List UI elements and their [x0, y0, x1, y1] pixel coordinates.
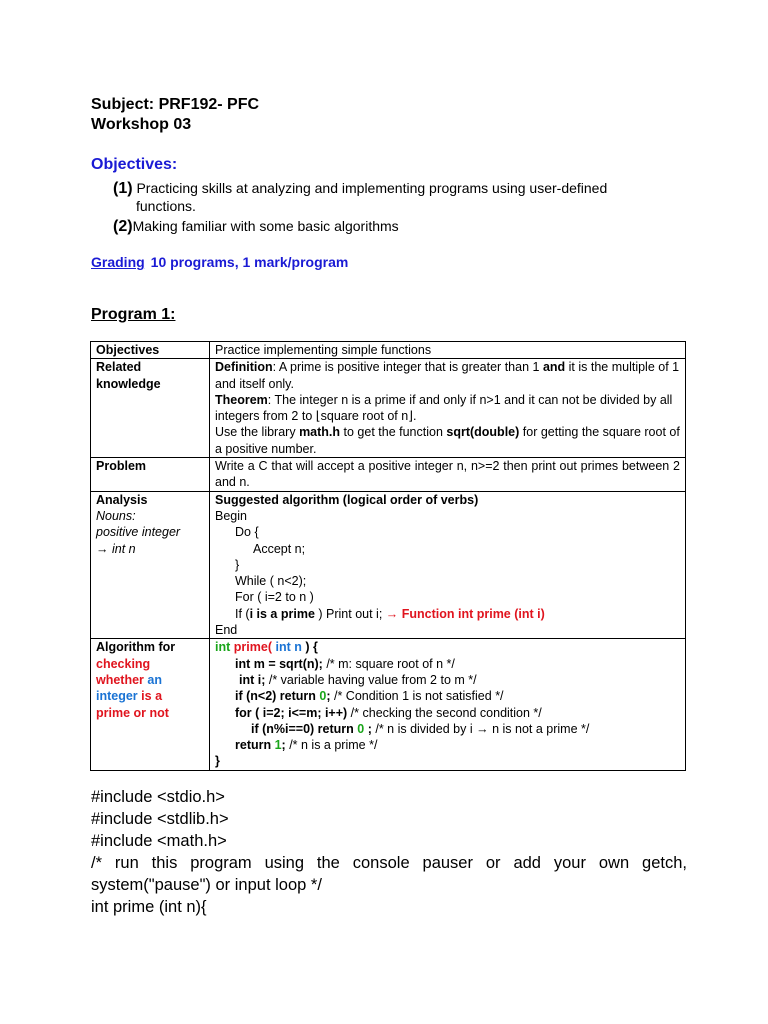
workshop-line: Workshop 03: [91, 116, 192, 133]
row-content-algorithm: int prime( int n ) { int m = sqrt(n); /* m: square root of n */ int i; /* variable having value from 2 to m */ if (n<2) return 0; /* Condition 1 is not satisfied */ for ( i=2; i<=m; i++) /* checking the second condition */ if (n%i==0) return 0 ; /* n is divided by i → n is not a prime */ return 1; /* n is a prime */ }: [210, 639, 686, 770]
code-line: int prime (int n){: [91, 898, 207, 916]
source-code-block: [91, 786, 687, 918]
row-label-problem: Problem: [91, 458, 210, 492]
objective-item-1: [113, 179, 607, 198]
document-header: [91, 95, 259, 135]
theorem-text: Theorem: The integer n is a prime if and only if n>1 and it can not be divided by all integers from 2 to ⌊square root of n⌋.: [215, 392, 673, 424]
table-row: [91, 639, 686, 770]
code-line: #include <math.h>: [91, 832, 227, 850]
row-content-analysis: Suggested algorithm (logical order of verbs) Begin Do { Accept n; } While ( n<2); For ( i=2 to n ) If (i is a prime ) Print out i; → Function int prime (int i) End: [210, 491, 686, 639]
subject-line: Subject: PRF192- PFC: [91, 96, 260, 113]
table-row: [91, 458, 686, 492]
grading-line: [91, 254, 348, 270]
table-row: [91, 342, 686, 359]
row-content-knowledge: [210, 359, 686, 458]
objective-item-2: [113, 217, 399, 236]
row-label-objectives: Objectives: [91, 342, 210, 359]
table-row: [91, 359, 686, 458]
code-line: #include <stdlib.h>: [91, 810, 229, 828]
row-label-knowledge: Related knowledge: [91, 359, 210, 458]
grading-label: Grading: [91, 254, 145, 270]
objective-item-1-continuation: functions.: [136, 198, 196, 214]
table-row: [91, 491, 686, 639]
objective-text: Practicing skills at analyzing and implementing programs using user-defined: [136, 180, 608, 196]
objectives-heading: Objectives:: [91, 156, 178, 173]
program-1-heading: Program 1:: [91, 306, 176, 323]
code-line: /* run this program using the console pauser or add your own getch, system("pause") or input loop */: [91, 854, 687, 894]
grading-text: 10 programs, 1 mark/program: [150, 254, 349, 270]
objective-number: (1): [113, 180, 133, 197]
row-content-problem: Write a C that will accept a positive integer n, n>=2 then print out primes between 2 and n.: [210, 458, 686, 492]
row-label-algorithm: Algorithm for checking whether an integer is a prime or not: [91, 639, 210, 770]
objective-number: (2): [113, 218, 133, 235]
program-1-table: [90, 341, 686, 771]
objective-text: Making familiar with some basic algorithms: [132, 218, 399, 234]
library-text: Use the library math.h to get the function sqrt(double) for getting the square root of a positive number.: [215, 425, 680, 456]
code-line: #include <stdio.h>: [91, 788, 225, 806]
row-label-analysis: Analysis Nouns: positive integer → int n: [91, 491, 210, 639]
definition-text: Definition: A prime is positive integer that is greater than 1 and it is the multiple of 1 and itself only.: [215, 360, 680, 391]
row-content-objectives: Practice implementing simple functions: [210, 342, 686, 359]
